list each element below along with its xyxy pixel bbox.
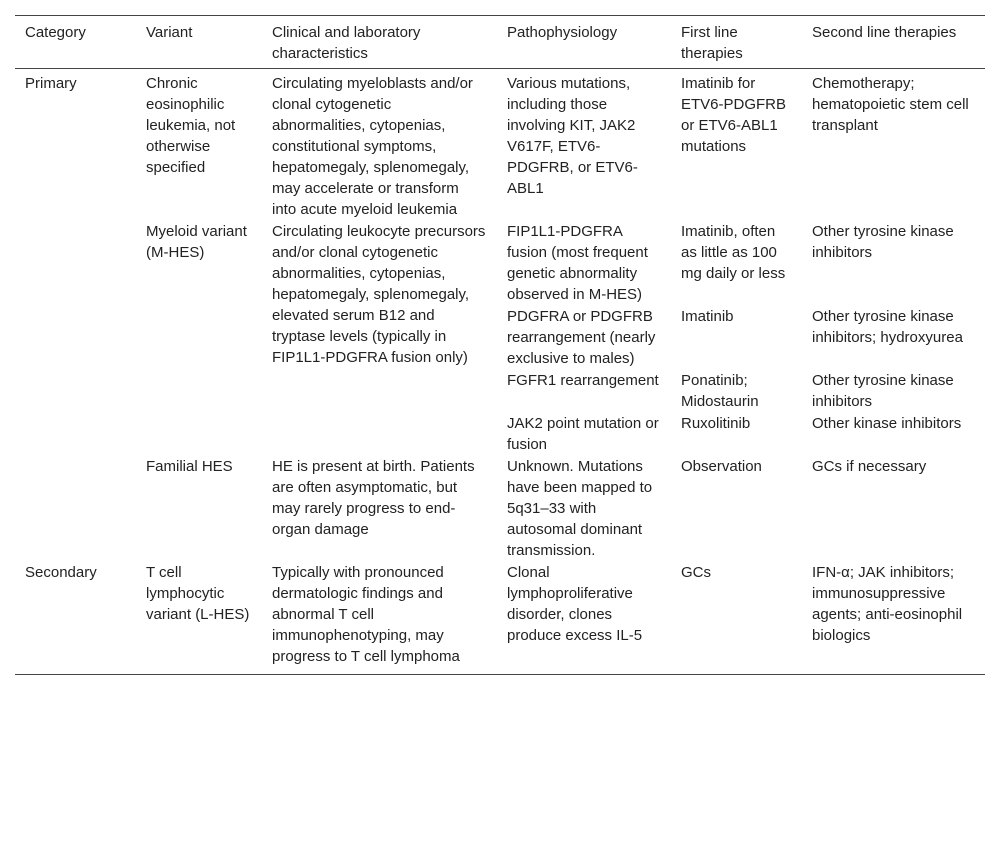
pathophysiology-cell: JAK2 point mutation or fusion <box>507 415 659 453</box>
variant-cell: T cell lymphocytic variant (L-HES) <box>146 564 250 623</box>
second-line-cell: Other tyrosine kinase inhibitors <box>812 223 954 261</box>
header-row <box>15 16 985 69</box>
variant-cell: Chronic eosinophilic leukemia, not otherwise specified <box>146 75 236 176</box>
second-line-cell: GCs if necessary <box>812 458 927 475</box>
clinical-cell: Circulating leukocyte precursors and/or clonal cytogenetic abnormalities, cytopenias, hepatomegaly, splenomegaly, elevated serum B12 and tryptase levels (typically in FIP1L1-PDGFRA fusion only) <box>272 223 486 366</box>
first-line-cell: GCs <box>681 564 711 581</box>
header-variant: Variant <box>146 24 193 41</box>
pathophysiology-cell: FIP1L1-PDGFRA fusion (most frequent genetic abnormality observed in M-HES) <box>507 223 648 303</box>
second-line-cell: Other tyrosine kinase inhibitors; hydroxyurea <box>812 308 963 346</box>
clinical-cell: HE is present at birth. Patients are often asymptomatic, but may rarely progress to end-organ damage <box>272 458 475 538</box>
variant-cell: Myeloid variant (M-HES) <box>146 223 247 261</box>
table-row <box>15 456 985 562</box>
table-body <box>15 69 985 675</box>
pathophysiology-cell: Clonal lymphoproliferative disorder, clones produce excess IL-5 <box>507 564 643 644</box>
pathophysiology-cell: FGFR1 rearrangement <box>507 372 659 389</box>
header-second-line: Second line therapies <box>812 24 957 41</box>
second-line-cell: Other tyrosine kinase inhibitors <box>812 372 954 410</box>
header-first-line: First line therapies <box>681 24 743 62</box>
second-line-cell: Chemotherapy; hematopoietic stem cell transplant <box>812 75 969 134</box>
second-line-cell: IFN-α; JAK inhibitors; immunosuppressive agents; anti-eosinophil biologics <box>812 564 963 644</box>
second-line-cell: Other kinase inhibitors <box>812 415 962 432</box>
pathophysiology-cell: PDGFRA or PDGFRB rearrangement (nearly exclusive to males) <box>507 308 656 367</box>
category-cell <box>15 456 136 562</box>
header-clinical: Clinical and laboratory characteristics <box>272 24 421 62</box>
table-row <box>15 221 985 306</box>
header-pathophysiology: Pathophysiology <box>507 24 618 41</box>
table-header <box>15 16 985 69</box>
first-line-cell: Imatinib, often as little as 100 mg daily or less <box>681 223 786 282</box>
header-category: Category <box>25 24 86 41</box>
pathophysiology-cell: Unknown. Mutations have been mapped to 5q31–33 with autosomal dominant transmission. <box>507 458 653 559</box>
clinical-cell: Typically with pronounced dermatologic findings and abnormal T cell immunophenotyping, may progress to T cell lymphoma <box>272 564 460 665</box>
table-row <box>15 562 985 675</box>
hes-classification-table <box>15 15 985 675</box>
first-line-cell: Ponatinib; Midostaurin <box>681 372 759 410</box>
table-row <box>15 69 985 222</box>
pathophysiology-cell: Various mutations, including those involving KIT, JAK2 V617F, ETV6-PDGFRB, or ETV6-ABL1 <box>507 75 638 197</box>
category-cell: Primary <box>25 75 77 92</box>
first-line-cell: Imatinib for ETV6-PDGFRB or ETV6-ABL1 mutations <box>681 75 787 155</box>
variant-cell: Familial HES <box>146 458 233 475</box>
first-line-cell: Observation <box>681 458 762 475</box>
clinical-cell: Circulating myeloblasts and/or clonal cytogenetic abnormalities, cytopenias, constitutional symptoms, hepatomegaly, splenomegaly, may accelerate or transform into acute myeloid leukemia <box>272 75 473 218</box>
first-line-cell: Imatinib <box>681 308 734 325</box>
first-line-cell: Ruxolitinib <box>681 415 751 432</box>
category-cell: Secondary <box>25 564 97 581</box>
